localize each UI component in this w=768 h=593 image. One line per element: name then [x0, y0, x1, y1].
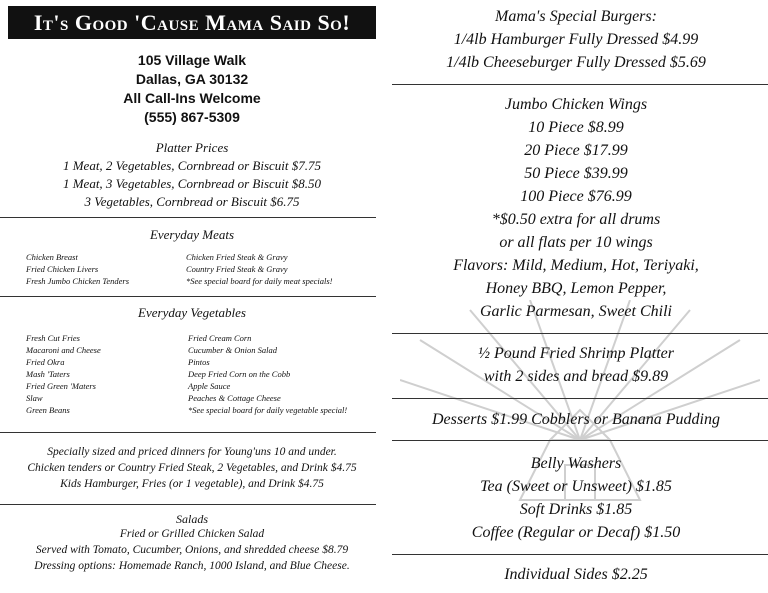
shrimp-line: with 2 sides and bread $9.89: [483, 368, 669, 385]
salad-line: Served with Tomato, Cucumber, Onions, and shredded cheese $8.79: [35, 544, 349, 556]
drink-line: Tea (Sweet or Unsweet) $1.85: [480, 478, 672, 495]
vegetables-title: Everyday Vegetables: [138, 305, 246, 320]
vegetable-item: Macaroni and Cheese: [26, 345, 101, 355]
wings-line: *$0.50 extra for all drums: [491, 211, 661, 228]
burger-line: 1/4lb Cheeseburger Fully Dressed $5.69: [446, 54, 706, 71]
divider: [392, 333, 768, 334]
vegetable-item: Peaches & Cottage Cheese: [188, 393, 281, 403]
divider: [0, 504, 376, 505]
drink-line: Soft Drinks $1.85: [519, 501, 633, 518]
kids-line: Chicken tenders or Country Fried Steak, 2 Vegetables, and Drink $4.75: [27, 462, 357, 474]
vegetable-item: Fried Green 'Maters: [26, 381, 96, 391]
divider: [392, 440, 768, 441]
vegetable-item: Mash 'Taters: [26, 369, 70, 379]
divider: [0, 296, 376, 297]
divider: [392, 398, 768, 399]
address-city: Dallas, GA 30132: [135, 71, 249, 87]
burger-line: 1/4lb Hamburger Fully Dressed $4.99: [453, 31, 699, 48]
meat-item: Fried Chicken Livers: [26, 264, 99, 274]
drinks-title: Belly Washers: [530, 455, 622, 472]
vegetable-item: Pintos: [188, 357, 210, 367]
wings-line: Honey BBQ, Lemon Pepper,: [485, 280, 667, 297]
wings-line: 50 Piece $39.99: [524, 165, 628, 182]
platter-title: Platter Prices: [155, 140, 229, 155]
wings-line: Flavors: Mild, Medium, Hot, Teriyaki,: [453, 257, 699, 274]
shrimp-line: ½ Pound Fried Shrimp Platter: [478, 345, 674, 362]
meat-item: Chicken Fried Steak & Gravy: [186, 252, 288, 262]
divider: [0, 432, 376, 433]
wings-line: 10 Piece $8.99: [528, 119, 624, 136]
callins-text: All Call-Ins Welcome: [123, 90, 261, 106]
wings-title: Jumbo Chicken Wings: [504, 96, 648, 113]
vegetable-item: Deep Fried Corn on the Cobb: [188, 369, 291, 379]
divider: [0, 217, 376, 218]
kids-line: Kids Hamburger, Fries (or 1 vegetable), and Drink $4.75: [60, 478, 324, 490]
phone-number: (555) 867-5309: [144, 109, 240, 125]
platter-line: 3 Vegetables, Cornbread or Biscuit $6.75: [84, 194, 300, 209]
vegetable-item: Fresh Cut Fries: [26, 333, 80, 343]
wings-line: or all flats per 10 wings: [499, 234, 653, 251]
meat-note: *See special board for daily meat specials!: [186, 276, 333, 286]
vegetable-item: Fried Okra: [26, 357, 65, 367]
restaurant-banner: It's Good 'Cause Mama Said So!: [8, 6, 376, 39]
divider: [392, 554, 768, 555]
address-street: 105 Village Walk: [137, 52, 247, 68]
meat-item: Country Fried Steak & Gravy: [186, 264, 288, 274]
salads-title: Salads: [175, 512, 208, 526]
vegetable-item: Apple Sauce: [188, 381, 231, 391]
burgers-title: Mama's Special Burgers:: [495, 8, 657, 25]
divider: [392, 84, 768, 85]
meat-item: Fresh Jumbo Chicken Tenders: [26, 276, 130, 286]
meat-item: Chicken Breast: [26, 252, 78, 262]
vegetable-item: Green Beans: [26, 405, 70, 415]
salad-line: Fried or Grilled Chicken Salad: [119, 528, 265, 540]
platter-line: 1 Meat, 3 Vegetables, Cornbread or Biscuit $8.50: [62, 176, 322, 191]
vegetable-item: Cucumber & Onion Salad: [188, 345, 278, 355]
vegetable-item: Fried Cream Corn: [188, 333, 252, 343]
platter-line: 1 Meat, 2 Vegetables, Cornbread or Biscuit $7.75: [62, 158, 322, 173]
vegetable-item: Slaw: [26, 393, 43, 403]
desserts-line: Desserts $1.99 Cobblers or Banana Pudding: [432, 411, 720, 428]
wings-line: Garlic Parmesan, Sweet Chili: [480, 303, 672, 320]
drink-line: Coffee (Regular or Decaf) $1.50: [471, 524, 681, 541]
meats-title: Everyday Meats: [149, 227, 235, 242]
sides-line: Individual Sides $2.25: [504, 566, 648, 583]
wings-line: 100 Piece $76.99: [520, 188, 632, 205]
kids-line: Specially sized and priced dinners for Young'uns 10 and under.: [47, 446, 337, 458]
salad-line: Dressing options: Homemade Ranch, 1000 Island, and Blue Cheese.: [34, 560, 350, 572]
wings-line: 20 Piece $17.99: [524, 142, 628, 159]
vegetable-note: *See special board for daily vegetable special!: [188, 405, 348, 415]
right-column: [384, 0, 768, 593]
